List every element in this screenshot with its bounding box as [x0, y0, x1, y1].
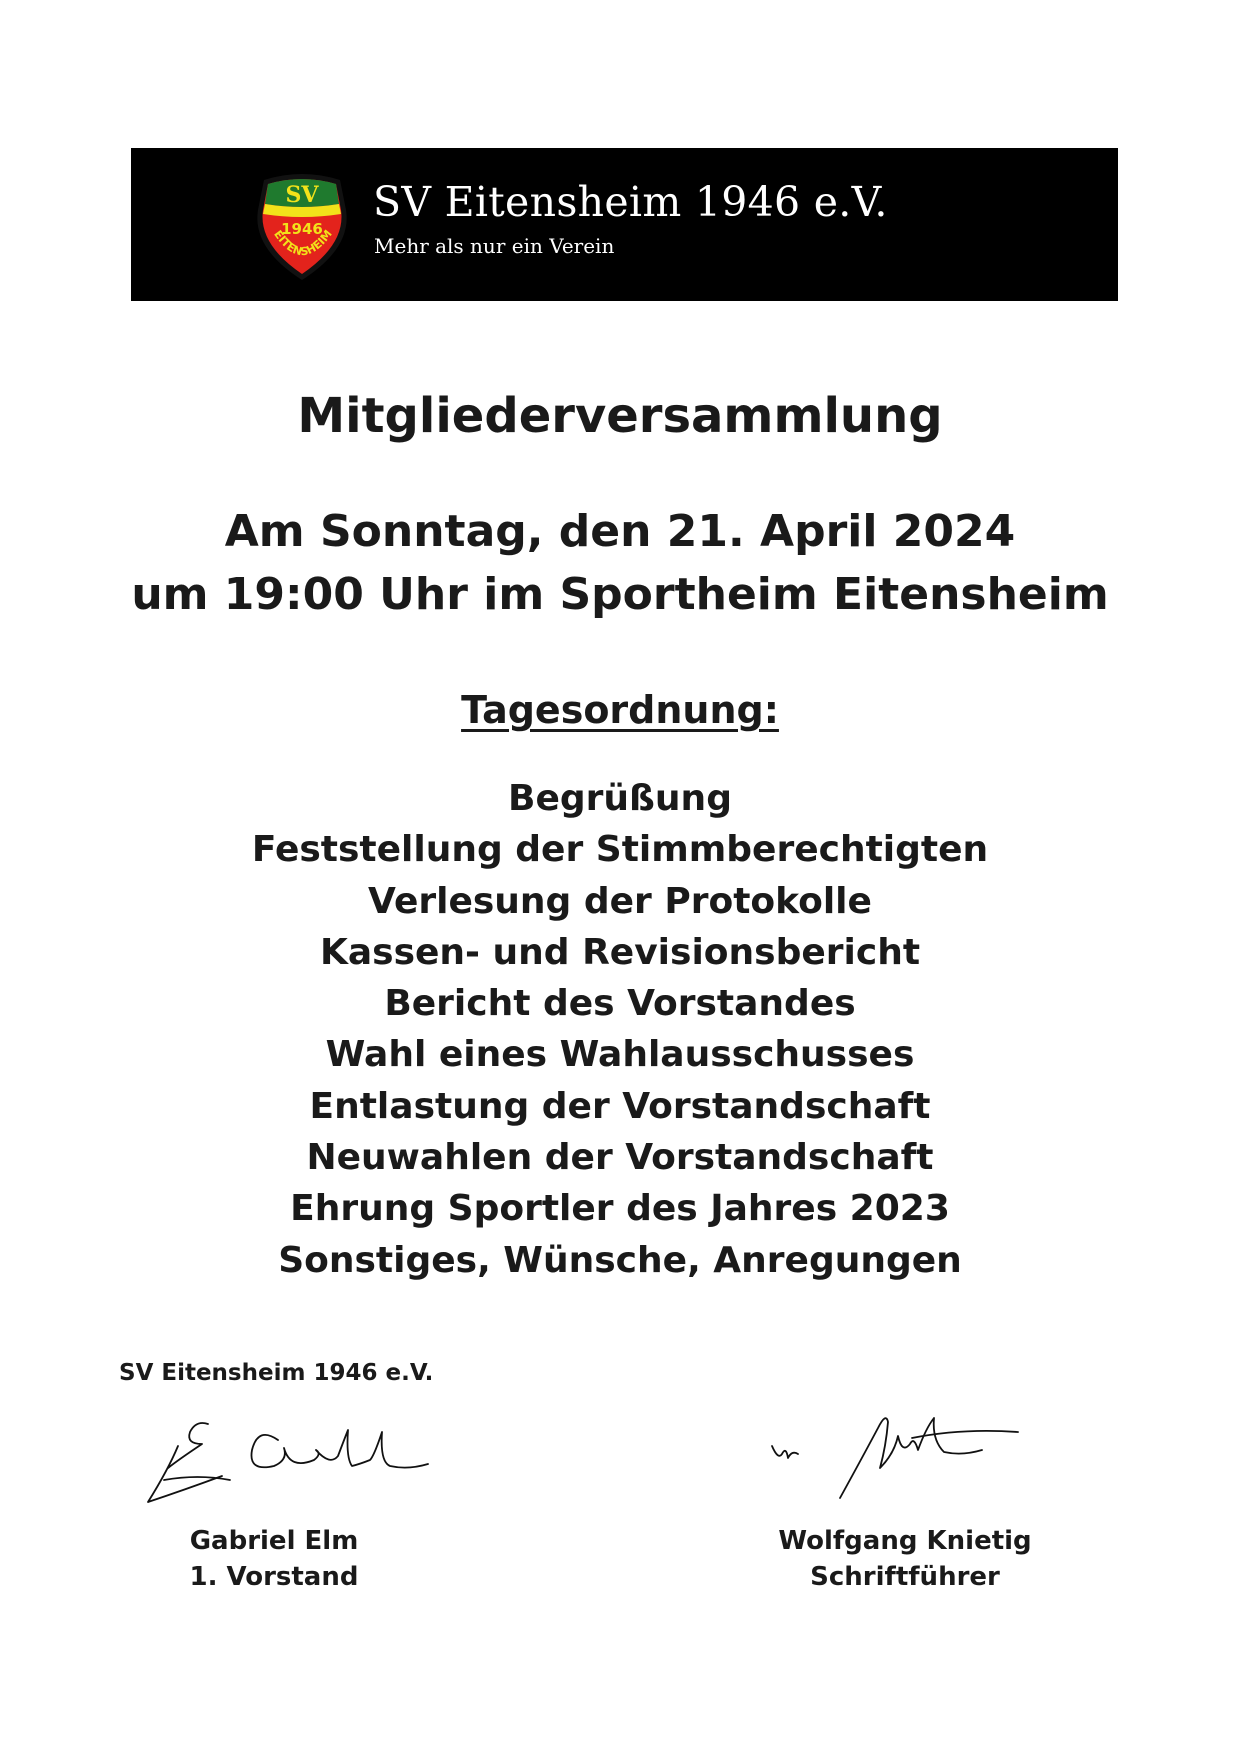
agenda-item: Verlesung der Protokolle	[368, 880, 872, 922]
agenda-item: Kassen- und Revisionsbericht	[319, 931, 921, 973]
club-logo	[248, 170, 356, 282]
signatory-left	[164, 1523, 384, 1595]
agenda-item: Bericht des Vorstandes	[384, 983, 856, 1025]
agenda-item: Ehrung Sportler des Jahres 2023	[290, 1188, 950, 1230]
agenda-item: Begrüßung	[508, 778, 732, 819]
signature-left	[138, 1410, 458, 1520]
club-slogan: Mehr als nur ein Verein	[374, 234, 615, 258]
signatory-right-role: Schriftführer	[810, 1562, 1000, 1592]
agenda-heading: Tagesordnung:	[461, 688, 779, 732]
agenda-list	[0, 773, 1240, 1286]
logo-year: 1946	[281, 220, 323, 238]
header-banner	[131, 148, 1118, 301]
signatory-left-role: 1. Vorstand	[189, 1562, 359, 1592]
club-name: SV Eitensheim 1946 e.V.	[373, 178, 888, 226]
agenda-item: Neuwahlen der Vorstandschaft	[306, 1137, 934, 1179]
agenda-item: Entlastung der Vorstandschaft	[309, 1085, 931, 1127]
signatory-left-name: Gabriel Elm	[189, 1526, 359, 1556]
agenda-item: Sonstiges, Wünsche, Anregungen	[278, 1239, 962, 1281]
signature-club-name: SV Eitensheim 1946 e.V.	[119, 1360, 434, 1386]
page-title: Mitgliederversammlung	[297, 388, 943, 444]
logo-top-text: SV	[285, 182, 319, 208]
event-time-location: um 19:00 Uhr im Sportheim Eitensheim	[131, 569, 1109, 620]
signatory-right-name: Wolfgang Knietig	[778, 1526, 1032, 1556]
agenda-item: Feststellung der Stimmberechtigten	[251, 829, 989, 871]
signature-right	[762, 1398, 1042, 1508]
event-date: Am Sonntag, den 21. April 2024	[224, 506, 1016, 557]
logo-bottom-text-path: EITENSHEIM	[271, 227, 335, 259]
signatory-right	[760, 1523, 1050, 1595]
agenda-item: Wahl eines Wahlausschusses	[325, 1034, 915, 1076]
